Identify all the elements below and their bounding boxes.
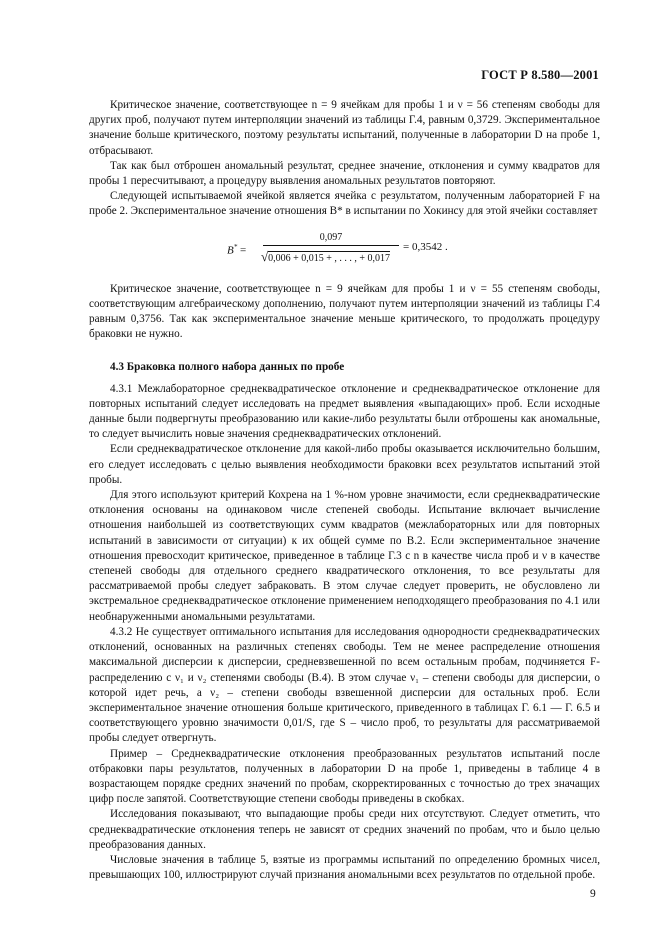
page-number: 9 [590,888,596,900]
paragraph-critical-value-1: Критическое значение, соответствующее n = 9 ячейкам для пробы 1 и ν = 56 степеням свободы для других проб, получают путем интерполяции значений из таблицы Г.4, равным 0,3729. Экспериментальное значение больше критического, поэтому результаты испытаний, полученные в лаборатории D на пробе 1, отбрасывают. [89,99,600,157]
formula-denominator: √0,006 + 0,015 + , . . . , + 0,017 [261,248,391,264]
hawkins-formula [89,228,600,272]
paragraph-critical-value-2: Критическое значение, соответствующее n = 9 ячейкам для пробы 1 и ν = 55 степеням свободы, соответствующим алгебраическому дополнению, получают путем интерполяции значений из таблицы Г.4 равным 0,3756. Так как экспериментальное значение меньше критического, то продолжать процедуру браковки не нужно. [89,282,600,341]
paragraph-large-deviation: Если среднеквадратическое отклонение для какой-либо пробы оказывается исключительно большим, его следует исследовать с целью выявления необходимости браковки всех результатов испытаний этой пробы. [89,443,600,486]
document-body [89,98,600,883]
paragraph-table5: Числовые значения в таблице 5, взятые из программы испытаний по определению бромных чисел, превышающих 100, иллюстрируют случай признания аномальными всех результатов по отдельной пробе. [89,853,600,882]
paragraph-cochran: Для этого используют критерий Кохрена на 1 %-ном уровне значимости, если среднеквадратические отклонения основаны на одинаковом числе степеней свободы. Испытание включает вычисление отношения наибольшей из соответствующих сумм квадратов (межлабораторных или для повторных испытаний в зависимости от ситуации) к их общей сумме по В.2. Если экспериментальное значение отношения превосходит критическое, приведенное в таблице Г.3 с n в качестве числа проб и ν в качестве степеней свободы для отдельного среднего квадратического отклонения, то все результаты для рассматриваемой пробы следует забраковать. В этом случае следует проверить, не обусловлено ли экстремальное среднеквадратическое отклонение применением неподходящего преобразования по 4.1 или необнаруженными аномальными результатами. [89,489,600,623]
paragraph-4-3-1: 4.3.1 Межлабораторное среднеквадратическое отклонение и среднеквадратическое отклонение для повторных испытаний следует исследовать на предмет выявления «выпадающих» проб. Если исходные данные были подвергнуты преобразованию или какие-либо результаты были отброшены как аномальные, то следует вычислить новые значения среднеквадратических отклонений. [89,382,600,441]
section-title: 4.3 Браковка полного набора данных по пробе [110,361,345,374]
sqrt-icon: √ [261,248,269,264]
paragraph-4-3-2: 4.3.2 Не существует оптимального испытания для исследования однородности среднеквадратических отклонений, основанных на различных степенях свободы. Тем не менее распределение отношения максимальной дисперсии к дисперсии, средневзвешенной по всем остальным пробам, подчиняется F-распределению с ν₁ и ν₂ степенями свободы (В.4). В этом случае ν₁ – степени свободы для дисперсии, о которой идет речь, а ν₂ – степени свободы взвешенной дисперсии для остальных проб. Если экспериментальное значение отношения больше критического, приведенного в таблицах Г. 6.1 — Г. 6.5 и соответствующего уровню значимости 0,01/S, где S – число проб, то результаты для рассматриваемой пробы следует отвергнуть. [89,625,600,745]
paragraph-next-cell: Следующей испытываемой ячейкой является ячейка с результатом, полученным лабораторией F на пробе 2. Экспериментальное значение отношения B* в испытании по Хокинсу для этой ячейки составляет [89,190,600,218]
paragraph-example: Пример – Среднеквадратические отклонения преобразованных результатов испытаний после отбраковки пары результатов, полученных в лаборатории D на пробе 1, приведены в таблице 4 в возрастающем порядке средних значений по пробам, скорректированных с точностью до трех значащих цифр после запятой. Соответствующие степени свободы приведены в скобках. [89,747,600,806]
paragraph-findings: Исследования показывают, что выпадающие пробы среди них отсутствуют. Следует отметить, что среднеквадратические отклонения теперь не зависят от средних значений по пробам, что и было целью преобразования данных. [89,808,600,851]
standard-header: ГОСТ Р 8.580—2001 [481,68,599,82]
formula-numerator: 0,097 [319,231,343,243]
paragraph-recalculation: Так как был отброшен аномальный результат, среднее значение, отклонения и сумму квадратов для пробы 1 пересчитывают, а процедуру выявления аномальных результатов повторяют. [89,159,600,188]
fraction-bar [263,245,399,246]
formula-lhs: B* = [227,242,247,257]
formula-result: = 0,3542 . [403,240,448,253]
